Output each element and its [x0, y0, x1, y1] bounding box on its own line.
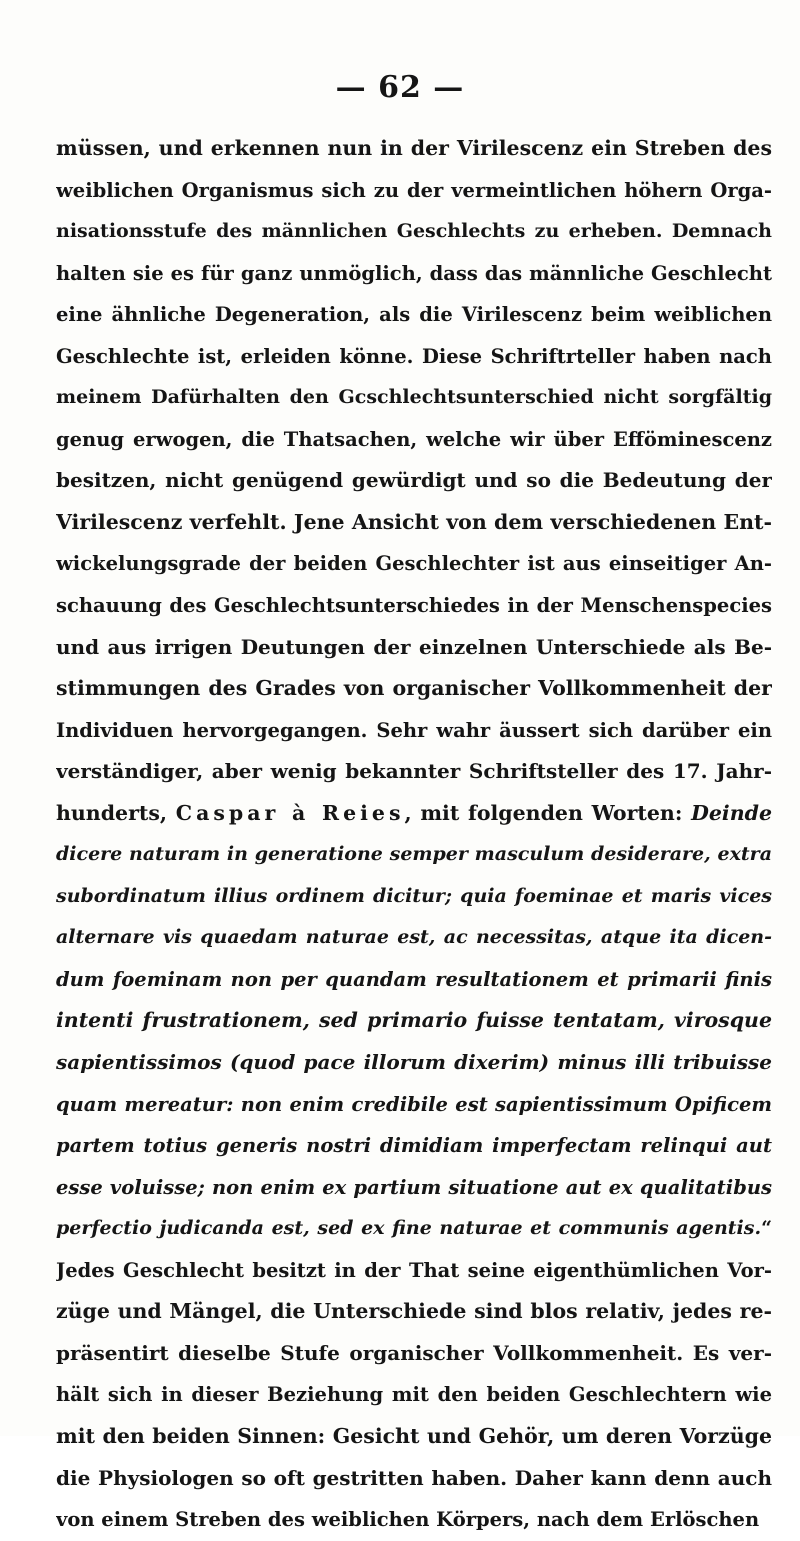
text-segment: wickelungsgrade der beiden Geschlechter ist aus einseitiger An- [56, 552, 772, 576]
text-line [56, 419, 772, 461]
latin-quote-text: intenti frustrationem, sed primario fuisse tentatam, virosque [56, 1008, 772, 1033]
text-segment: von einem Streben des weiblichen Körpers, nach dem Erlöschen [56, 1508, 760, 1532]
text-line [56, 793, 772, 835]
text-line [56, 834, 772, 876]
text-line [56, 959, 772, 1001]
latin-quote-text: partem totius generis nostri dimidiam imperfectam relinqui aut [56, 1134, 772, 1158]
text-segment: züge und Mängel, die Unterschiede sind blos relativ, jedes re- [56, 1299, 772, 1324]
text-line [56, 1000, 772, 1042]
text-segment: meinem Dafürhalten den Gcschlechtsunterschied nicht sorgfältig [56, 386, 772, 409]
text-line [56, 253, 772, 295]
text-segment: Virilescenz verfehlt. Jene Ansicht von dem verschiedenen Ent- [56, 509, 772, 534]
text-line [56, 211, 772, 253]
latin-quote-text: esse voluisse; non enim ex partium situatione aut ex qualitatibus [56, 1175, 772, 1199]
text-line [56, 917, 772, 959]
page-number: — 62 — [335, 70, 465, 105]
text-line [56, 336, 772, 378]
text-line [56, 1291, 772, 1333]
text-line [56, 543, 772, 585]
text-line [56, 627, 772, 669]
text-line [56, 668, 772, 710]
text-line [56, 1167, 772, 1209]
text-line [56, 1208, 772, 1250]
text-line [56, 876, 772, 918]
text-line [56, 170, 772, 212]
body-text [56, 128, 772, 1541]
text-line [56, 1250, 772, 1292]
latin-quote-text: perfectio judicanda est, sed ex fine naturae et communis agentis. [56, 1217, 762, 1240]
text-line [56, 460, 772, 502]
text-segment: mit den beiden Sinnen: Gesicht und Gehör, um deren Vorzüge [56, 1423, 772, 1448]
latin-quote-text: subordinatum illius ordinem dicitur; quia foeminae et maris vices [56, 884, 772, 907]
text-line [56, 377, 772, 419]
text-segment: besitzen, nicht genügend gewürdigt und so die Bedeutung der [56, 468, 772, 493]
latin-quote-text: sapientissimos (quod pace illorum dixerim) minus illi tribuisse [56, 1050, 772, 1075]
text-segment: eine ähnliche Degeneration, als die Virilescenz beim weiblichen [56, 303, 772, 327]
text-line [56, 751, 772, 793]
text-segment: Jedes Geschlecht besitzt in der That seine eigenthümlichen Vor- [56, 1258, 772, 1282]
latin-quote-text: alternare vis quaedam naturae est, ac necessitas, atque ita dicen- [56, 926, 772, 949]
text-segment: verständiger, aber wenig bekannter Schriftsteller des 17. Jahr- [56, 759, 772, 784]
text-line [56, 128, 772, 170]
text-segment: hunderts, [56, 800, 176, 825]
text-segment: und aus irrigen Deutungen der einzelnen Unterschiede als Be- [56, 634, 772, 659]
text-line [56, 1458, 772, 1500]
text-segment: genug erwogen, die Thatsachen, welche wir über Efföminescenz [56, 427, 772, 451]
text-line [56, 1499, 772, 1541]
text-segment: , mit folgenden Worten: [404, 800, 692, 825]
text-line [56, 1125, 772, 1167]
text-segment: präsentirt dieselbe Stufe organischer Vollkommenheit. Es ver- [56, 1340, 772, 1365]
text-line [56, 1374, 772, 1416]
text-line [56, 585, 772, 627]
text-segment: weiblichen Organismus sich zu der vermeintlichen höhern Orga- [56, 178, 772, 202]
latin-quote-text: Deinde [691, 800, 772, 825]
latin-quote-text: quam mereatur: non enim credibile est sapientissimum Opificem [56, 1092, 772, 1116]
text-line [56, 1416, 772, 1458]
text-line [56, 1333, 772, 1375]
text-segment: stimmungen des Grades von organischer Vollkommenheit der [56, 676, 772, 701]
text-segment: Geschlechte ist, erleiden könne. Diese Schriftrteller haben nach [56, 344, 772, 368]
text-line [56, 294, 772, 336]
text-segment: schauung des Geschlechtsunterschiedes in der Menschenspecies [56, 594, 772, 618]
text-line [56, 1042, 772, 1084]
text-line [56, 1084, 772, 1126]
text-segment: halten sie es für ganz unmöglich, dass das männliche Geschlecht [56, 261, 772, 285]
text-segment: die Physiologen so oft gestritten haben. Daher kann denn auch [56, 1465, 772, 1490]
text-segment: hält sich in dieser Beziehung mit den beiden Geschlechtern wie [56, 1383, 772, 1407]
text-line [56, 710, 772, 752]
latin-quote-text: dum foeminam non per quandam resultationem et primarii finis [56, 967, 772, 991]
text-segment: nisationsstufe des männlichen Geschlechts zu erheben. Demnach [56, 220, 772, 243]
text-segment: Individuen hervorgegangen. Sehr wahr äussert sich darüber ein [56, 718, 772, 742]
text-line [56, 502, 772, 544]
text-segment: “ [761, 1217, 772, 1240]
text-segment: müssen, und erkennen nun in der Virilescenz ein Streben des [56, 136, 772, 160]
latin-quote-text: dicere naturam in generatione semper masculum desiderare, extra [56, 843, 772, 866]
author-name: Caspar à Reies [175, 800, 405, 825]
